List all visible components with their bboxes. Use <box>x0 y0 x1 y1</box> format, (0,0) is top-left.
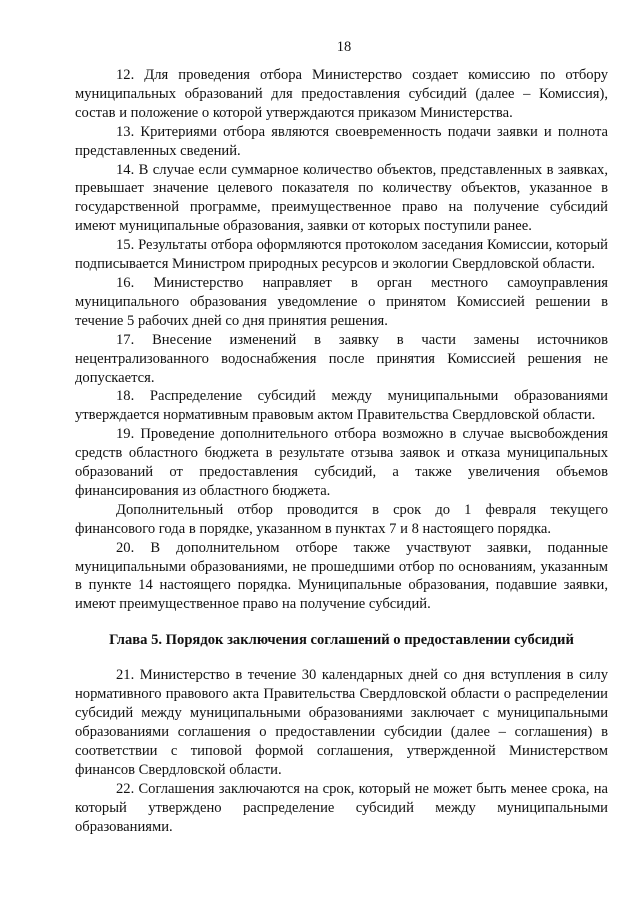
section-body-after <box>75 666 608 836</box>
paragraph-15: 15. Результаты отбора оформляются протоколом заседания Комиссии, который подписывается Министром природных ресурсов и экологии Свердловской области. <box>75 237 608 273</box>
section-body-before <box>75 66 608 614</box>
paragraph-13: 13. Критериями отбора являются своевременность подачи заявки и полнота представленных сведений. <box>75 123 608 159</box>
paragraph-22: 22. Соглашения заключаются на срок, который не может быть менее срока, на который утверждено распределение субсидий между муниципальными образованиями. <box>75 780 608 835</box>
page-number: 18 <box>336 39 352 55</box>
paragraph-14: 14. В случае если суммарное количество объектов, представленных в заявках, превышает значение целевого показателя по количеству объектов, указанное в государственной программе, преимущественное право на получение субсидий имеют муниципальные образования, заявки от которых поступили ранее. <box>75 161 608 235</box>
paragraph-20: 20. В дополнительном отборе также участвуют заявки, поданные муниципальными образованиями, не прошедшими отбор по основаниям, указанным в пункте 14 настоящего порядка. Муниципальные образования, подавшие заявки, имеют преимущественное право на получение субсидий. <box>75 539 608 613</box>
paragraph-17: 17. Внесение изменений в заявку в части замены источников нецентрализованного водоснабжения после принятия Комиссией решения не допускается. <box>75 331 608 386</box>
paragraph-12: 12. Для проведения отбора Министерство создает комиссию по отбору муниципальных образований для предоставления субсидий (далее – Комиссия), состав и положение о которой утверждаются приказом Министерства. <box>75 67 608 121</box>
paragraph-19: 19. Проведение дополнительного отбора возможно в случае высвобождения средств областного бюджета в результате отзыва заявок и отказа муниципальных образований от предоставления субсидий, а также увеличения объемов финансирования из областного бюджета. <box>75 426 608 499</box>
paragraph-21: 21. Министерство в течение 30 календарных дней со дня вступления в силу нормативного правового акта Правительства Свердловской области о распределении субсидий между муниципальными образованиями заключает с муниципальными образованиями соглашения о предоставлении субсидии (далее – соглашения) в соответствии с типовой формой соглашения, утвержденной Министерством финансов Свердловской области. <box>75 667 608 778</box>
paragraph-16: 16. Министерство направляет в орган местного самоуправления муниципального образования уведомление о принятом Комиссией решении в течение 5 рабочих дней со дня принятия решения. <box>75 274 608 329</box>
paragraph-19-continuation: Дополнительный отбор проводится в срок до 1 февраля текущего финансового года в порядке, указанном в пунктах 7 и 8 настоящего порядка. <box>75 501 608 537</box>
chapter-heading: Глава 5. Порядок заключения соглашений о предоставлении субсидий <box>109 632 574 649</box>
paragraph-18: 18. Распределение субсидий между муниципальными образованиями утверждается нормативным правовым актом Правительства Свердловской области. <box>75 388 608 424</box>
